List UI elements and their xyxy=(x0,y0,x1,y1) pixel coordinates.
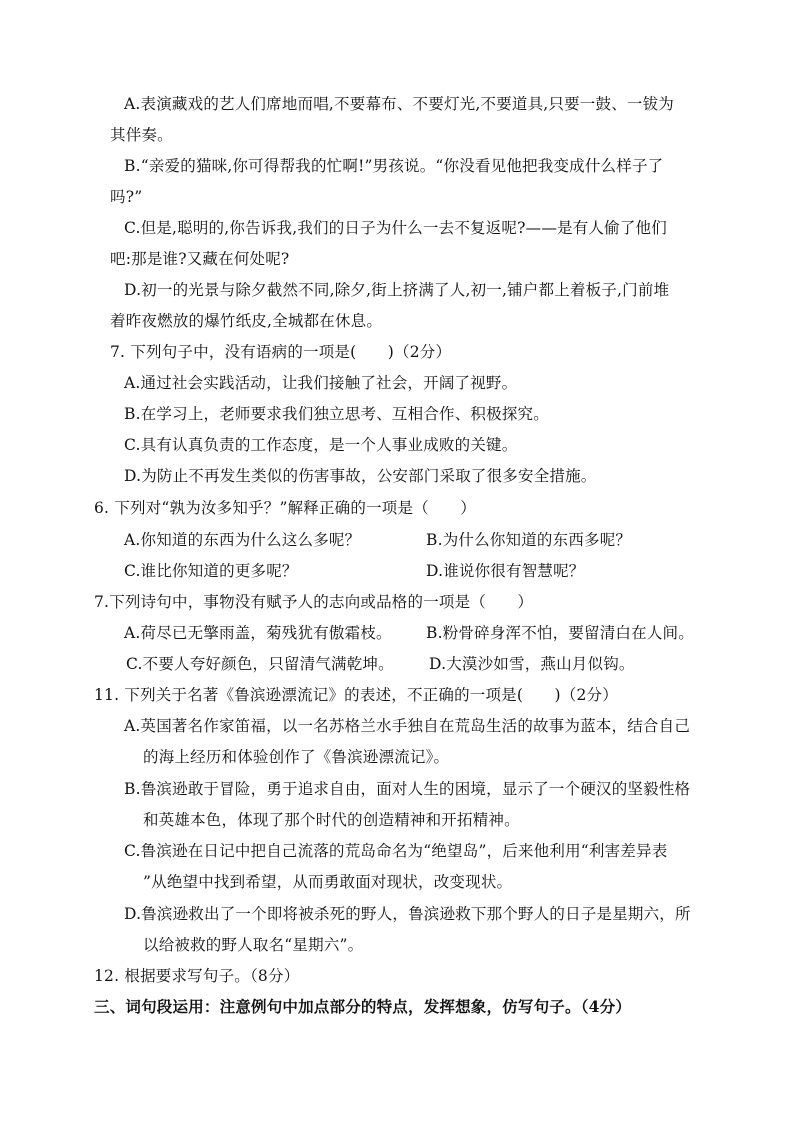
q11-option-b-line-1: B.鲁滨逊敢于冒险，勇于追求自由，面对人生的困境，显示了一个硬汉的坚毅性格 xyxy=(124,780,691,798)
q6-option-a-line-1: A.表演藏戏的艺人们席地而唱,不要幕布、不要灯光,不要道具,只要一鼓、一钹为 xyxy=(124,95,675,113)
section-three-heading: 三、词句段运用：注意例句中加点部分的特点，发挥想象，仿写句子。（4分） xyxy=(94,997,632,1016)
q6-option-b-line-2: 吗?” xyxy=(110,188,143,206)
q6-option-d-line-2: 着昨夜燃放的爆竹纸皮,全城都在休息。 xyxy=(110,312,383,330)
q7-option-b: B.在学习上，老师要求我们独立思考、互相合作、积极探究。 xyxy=(124,405,549,423)
q6-option-a-line-2: 其伴奏。 xyxy=(110,126,173,144)
q7b-option-b: B.粉骨碎身浑不怕，要留清白在人间。 xyxy=(426,624,694,642)
q6-option-b-line-1: B.“亲爱的猫咪,你可得帮我的忙啊!”男孩说。“你没看见他把我变成什么样子了 xyxy=(124,157,664,175)
q11-option-d-line-2: 以给被救的野人取名“星期六”。 xyxy=(143,936,364,954)
q6-option-d-line-1: D.初一的光景与除夕截然不同,除夕,街上挤满了人,初一,铺户都上着板子,门前堆 xyxy=(124,281,670,299)
q6b-option-b: B.为什么你知道的东西多呢？ xyxy=(426,531,632,549)
q7-option-c: C.具有认真负责的工作态度，是一个人事业成败的关键。 xyxy=(124,436,518,454)
q6b-stem: 6. 下列对“孰为汝多知乎？”解释正确的一项是（ ） xyxy=(94,499,476,517)
q6-option-c-line-2: 吧:那是谁?又藏在何处呢? xyxy=(110,250,290,268)
q7b-option-a: A.荷尽已无擎雨盖，菊残犹有傲霜枝。 xyxy=(124,624,392,642)
q7b-option-c: C.不要人夸好颜色，只留清气满乾坤。 xyxy=(126,655,394,673)
q6b-option-a: A.你知道的东西为什么这么多呢？ xyxy=(124,531,361,549)
q7-option-d: D.为防止不再发生类似的伤害事故，公安部门采取了很多安全措施。 xyxy=(124,467,597,485)
q11-option-c-line-1: C.鲁滨逊在日记中把自己流落的荒岛命名为“绝望岛”，后来他利用“利害差异表 xyxy=(124,842,668,860)
q6-option-c-line-1: C.但是,聪明的,你告诉我,我们的日子为什么一去不复返呢?——是有人偷了他们 xyxy=(124,219,667,237)
q7-stem: 7. 下列句子中，没有语病的一项是( )（2分） xyxy=(110,343,452,361)
q11-option-c-line-2: ”从绝望中找到希望，从而勇敢面对现状，改变现状。 xyxy=(143,873,513,891)
q6b-option-d: D.谁说你很有智慧呢？ xyxy=(426,562,585,580)
q7-option-a: A.通过社会实践活动，让我们接触了社会，开阔了视野。 xyxy=(124,374,518,392)
q12-stem: 12. 根据要求写句子。（8分） xyxy=(94,967,300,985)
q11-option-a-line-1: A.英国著名作家笛福，以一名苏格兰水手独自在荒岛生活的故事为蓝本，结合自己 xyxy=(124,717,691,735)
q11-option-d-line-1: D.鲁滨逊救出了一个即将被杀死的野人，鲁滨逊救下那个野人的日子是星期六，所 xyxy=(124,905,691,923)
q11-option-a-line-2: 的海上经历和体验创作了《鲁滨逊漂流记》。 xyxy=(143,748,450,766)
q7b-option-d: D.大漠沙如雪，燕山月似钩。 xyxy=(429,655,635,673)
q11-stem: 11. 下列关于名著《鲁滨逊漂流记》的表述，不正确的一项是( )（2分） xyxy=(94,686,618,704)
q11-option-b-line-2: 和英雄本色，体现了那个时代的创造精神和开拓精神。 xyxy=(143,811,520,829)
q6b-option-c: C.谁比你知道的更多呢？ xyxy=(124,562,298,580)
q7b-stem: 7.下列诗句中，事物没有赋予人的志向或品格的一项是（ ） xyxy=(94,593,534,611)
